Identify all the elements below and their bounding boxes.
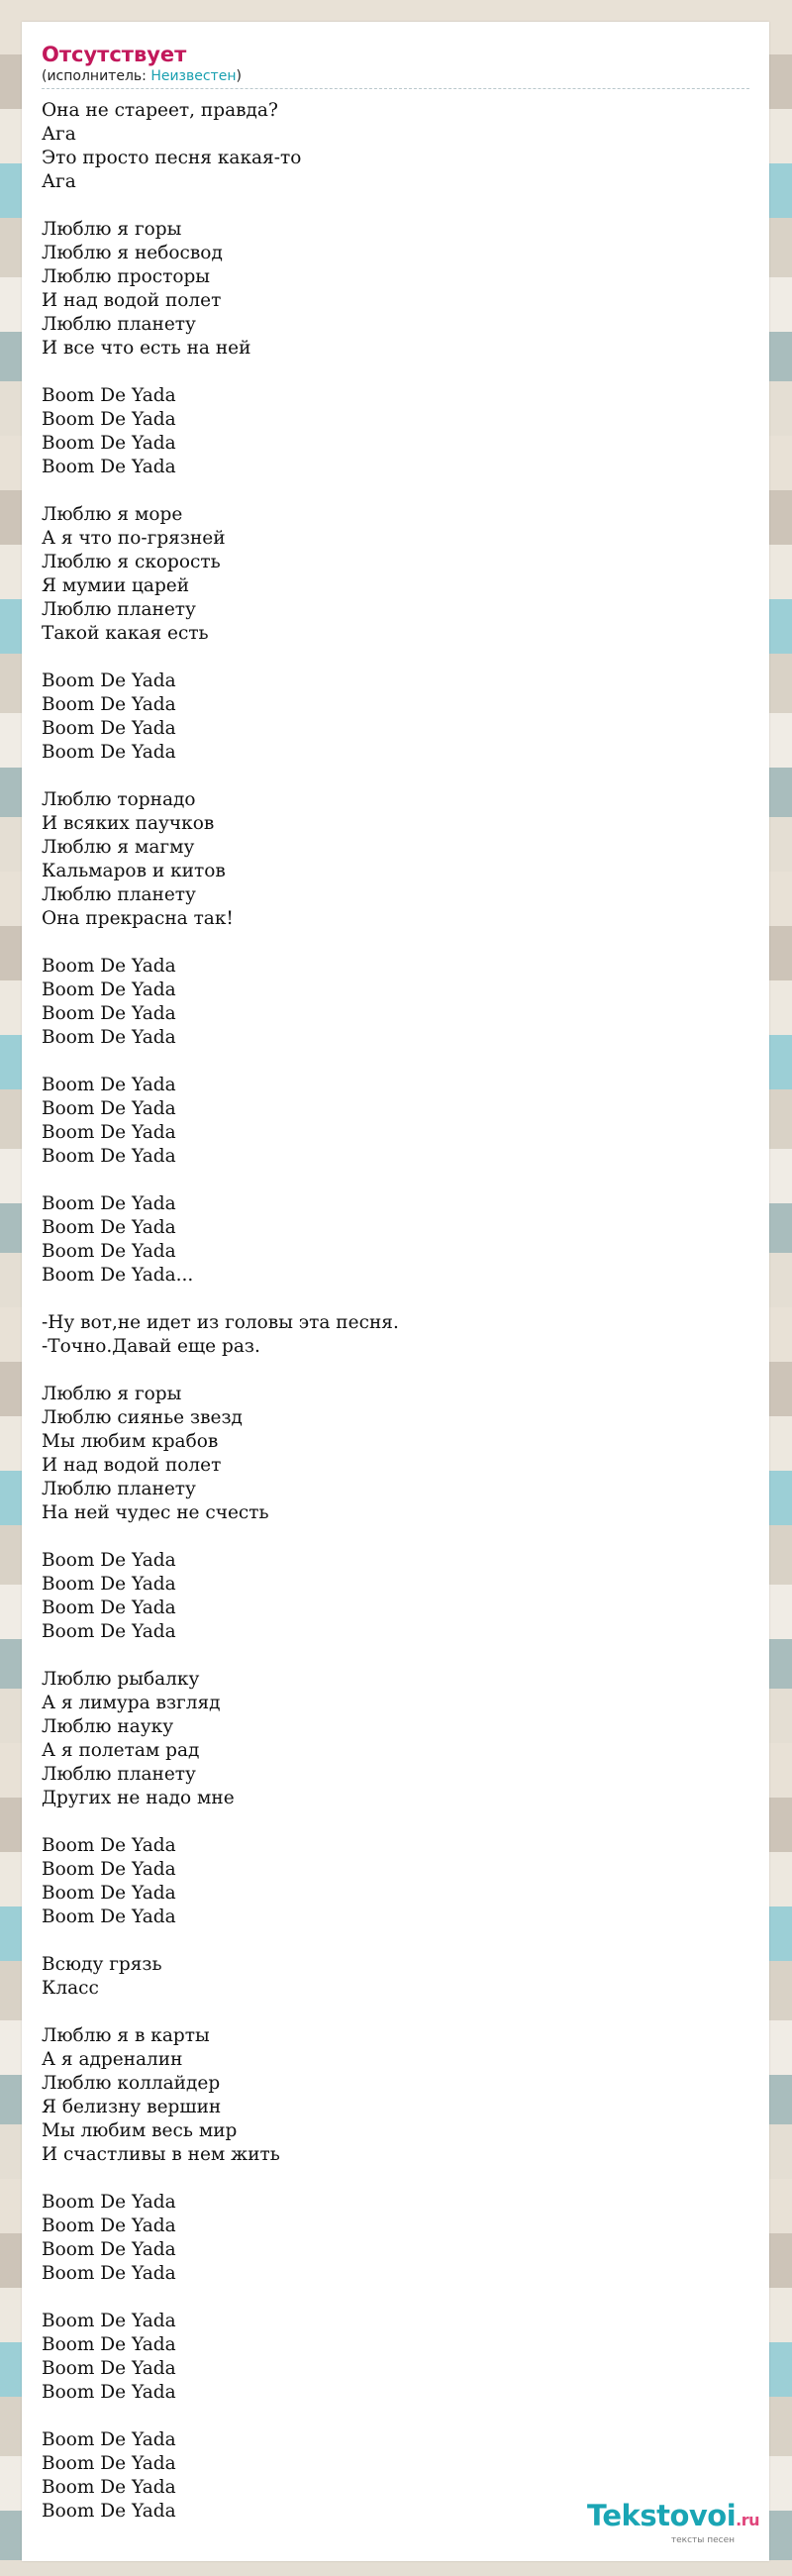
lyrics-card	[22, 22, 769, 2561]
lyric-line: Кальмаров и китов	[42, 861, 226, 881]
lyric-line: Boom De Yada	[42, 1574, 176, 1595]
blank-line	[42, 1644, 749, 1668]
lyric-line: Boom De Yada	[42, 979, 176, 1000]
lyric-line: Я мумии царей	[42, 575, 190, 596]
blank-line	[42, 2001, 749, 2024]
lyric-line: Boom De Yada	[42, 670, 176, 691]
lyric-line: Мы любим крабов	[42, 1431, 219, 1452]
lyric-line: -Точно.Давай еще раз.	[42, 1336, 260, 1357]
lyric-line: Boom De Yada	[42, 409, 176, 430]
lyric-line: Boom De Yada	[42, 956, 176, 977]
artist-link[interactable]: Неизвестен	[150, 68, 237, 84]
logo-tagline: тексты песен	[670, 2535, 736, 2545]
lyric-line: Boom De Yada	[42, 1217, 176, 1238]
lyric-line: Boom De Yada	[42, 1146, 176, 1167]
blank-line	[42, 931, 749, 955]
lyric-line: Boom De Yada	[42, 2501, 176, 2522]
lyric-line: Люблю планету	[42, 314, 196, 335]
lyric-line: Boom De Yada	[42, 2429, 176, 2450]
lyric-line: Люблю коллайдер	[42, 2073, 221, 2094]
lyric-line: Boom De Yada	[42, 2477, 176, 2498]
blank-line	[42, 1359, 749, 1383]
lyric-line: Я белизну вершин	[42, 2097, 222, 2117]
lyric-line: Других не надо мне	[42, 1788, 235, 1808]
lyric-line: Boom De Yada	[42, 1883, 176, 1904]
lyric-line: Люблю планету	[42, 884, 196, 905]
lyric-line: Boom De Yada	[42, 1621, 176, 1642]
blank-line	[42, 2286, 749, 2310]
lyric-line: Люблю я горы	[42, 1384, 182, 1404]
lyric-line: Мы любим весь мир	[42, 2120, 238, 2141]
artist-prefix: (исполнитель:	[42, 68, 151, 84]
lyric-line: Boom De Yada	[42, 1003, 176, 1024]
blank-line	[42, 1169, 749, 1192]
lyric-line: И над водой полет	[42, 290, 222, 311]
song-header	[42, 42, 749, 89]
lyric-line: Boom De Yada	[42, 457, 176, 477]
lyric-line: Ага	[42, 124, 76, 145]
lyric-line: Люблю я небосвод	[42, 243, 223, 263]
lyric-line: И всяких паучков	[42, 813, 215, 834]
lyric-line: Люблю сиянье звезд	[42, 1407, 243, 1428]
lyric-line: Люблю науку	[42, 1716, 174, 1737]
lyric-line: А я адреналин	[42, 2049, 183, 2070]
artist-suffix: )	[236, 68, 242, 84]
blank-line	[42, 1929, 749, 1953]
lyric-line: Boom De Yada	[42, 1835, 176, 1856]
lyric-line: Boom De Yada	[42, 433, 176, 454]
lyric-line: Boom De Yada	[42, 1193, 176, 1214]
lyric-line: Boom De Yada	[42, 1098, 176, 1119]
blank-line	[42, 646, 749, 670]
blank-line	[42, 1525, 749, 1549]
lyric-line: Boom De Yada	[42, 2192, 176, 2213]
lyric-line: Люблю я в карты	[42, 2025, 210, 2046]
lyric-line: Boom De Yada	[42, 1859, 176, 1880]
logo-wordmark	[587, 2501, 759, 2535]
lyric-line: Люблю планету	[42, 599, 196, 620]
lyric-line: Boom De Yada	[42, 2382, 176, 2403]
lyric-line: Люблю планету	[42, 1764, 196, 1785]
lyric-line: Люблю я скорость	[42, 552, 221, 572]
lyric-line: А я полетам рад	[42, 1740, 200, 1761]
blank-line	[42, 765, 749, 788]
lyric-line: И все что есть на ней	[42, 338, 251, 359]
lyric-line: Ага	[42, 171, 76, 192]
lyric-line: Boom De Yada	[42, 1027, 176, 1048]
lyric-line: Класс	[42, 1978, 99, 1999]
blank-line	[42, 1050, 749, 1074]
lyric-line: Boom De Yada...	[42, 1265, 194, 1286]
blank-line	[42, 1810, 749, 1834]
lyric-line: Boom De Yada	[42, 1122, 176, 1143]
lyric-line: Boom De Yada	[42, 1550, 176, 1571]
lyrics-text	[42, 99, 749, 2524]
lyric-line: Boom De Yada	[42, 2263, 176, 2284]
lyric-line: На ней чудес не счесть	[42, 1502, 269, 1523]
blank-line	[42, 194, 749, 218]
lyric-line: И над водой полет	[42, 1455, 222, 1476]
site-logo[interactable]	[587, 2501, 759, 2545]
lyric-line: Boom De Yada	[42, 2215, 176, 2236]
song-title: Отсутствует	[42, 43, 187, 66]
lyric-line: -Ну вот,не идет из головы эта песня.	[42, 1312, 399, 1333]
lyric-line: Люблю просторы	[42, 266, 211, 287]
lyric-line: Люблю рыбалку	[42, 1669, 200, 1690]
lyric-line: Boom De Yada	[42, 385, 176, 406]
logo-main-text: Tekstovoi	[586, 2499, 737, 2532]
lyric-line: Люблю я море	[42, 504, 183, 525]
blank-line	[42, 361, 749, 384]
lyric-line: Boom De Yada	[42, 2334, 176, 2355]
lyric-line: Boom De Yada	[42, 2358, 176, 2379]
blank-line	[42, 1288, 749, 1311]
lyric-line: Люблю я горы	[42, 219, 182, 240]
lyric-line: Такой какая есть	[42, 623, 209, 644]
lyric-line: Всюду грязь	[42, 1954, 162, 1975]
lyric-line: Boom De Yada	[42, 742, 176, 763]
blank-line	[42, 2167, 749, 2191]
lyric-line: А я что по-грязней	[42, 528, 226, 549]
lyric-line: Boom De Yada	[42, 1906, 176, 1927]
blank-line	[42, 479, 749, 503]
lyric-line: Она не стареет, правда?	[42, 100, 278, 121]
lyric-line: Boom De Yada	[42, 1597, 176, 1618]
lyric-line: Люблю планету	[42, 1479, 196, 1499]
lyric-line: Boom De Yada	[42, 1075, 176, 1095]
lyric-line: А я лимура взгляд	[42, 1693, 221, 1713]
lyric-line: Люблю торнадо	[42, 789, 196, 810]
lyric-line: Boom De Yada	[42, 1241, 176, 1262]
lyric-line: И счастливы в нем жить	[42, 2144, 280, 2165]
lyric-line: Boom De Yada	[42, 2311, 176, 2331]
logo-suffix: .ru	[736, 2511, 759, 2529]
lyric-line: Boom De Yada	[42, 718, 176, 739]
lyric-line: Она прекрасна так!	[42, 908, 234, 929]
lyric-line: Boom De Yada	[42, 2239, 176, 2260]
lyric-line: Boom De Yada	[42, 2453, 176, 2474]
artist-line	[42, 67, 749, 89]
lyric-line: Boom De Yada	[42, 694, 176, 715]
blank-line	[42, 2405, 749, 2428]
lyric-line: Это просто песня какая-то	[42, 148, 302, 168]
lyric-line: Люблю я магму	[42, 837, 195, 858]
